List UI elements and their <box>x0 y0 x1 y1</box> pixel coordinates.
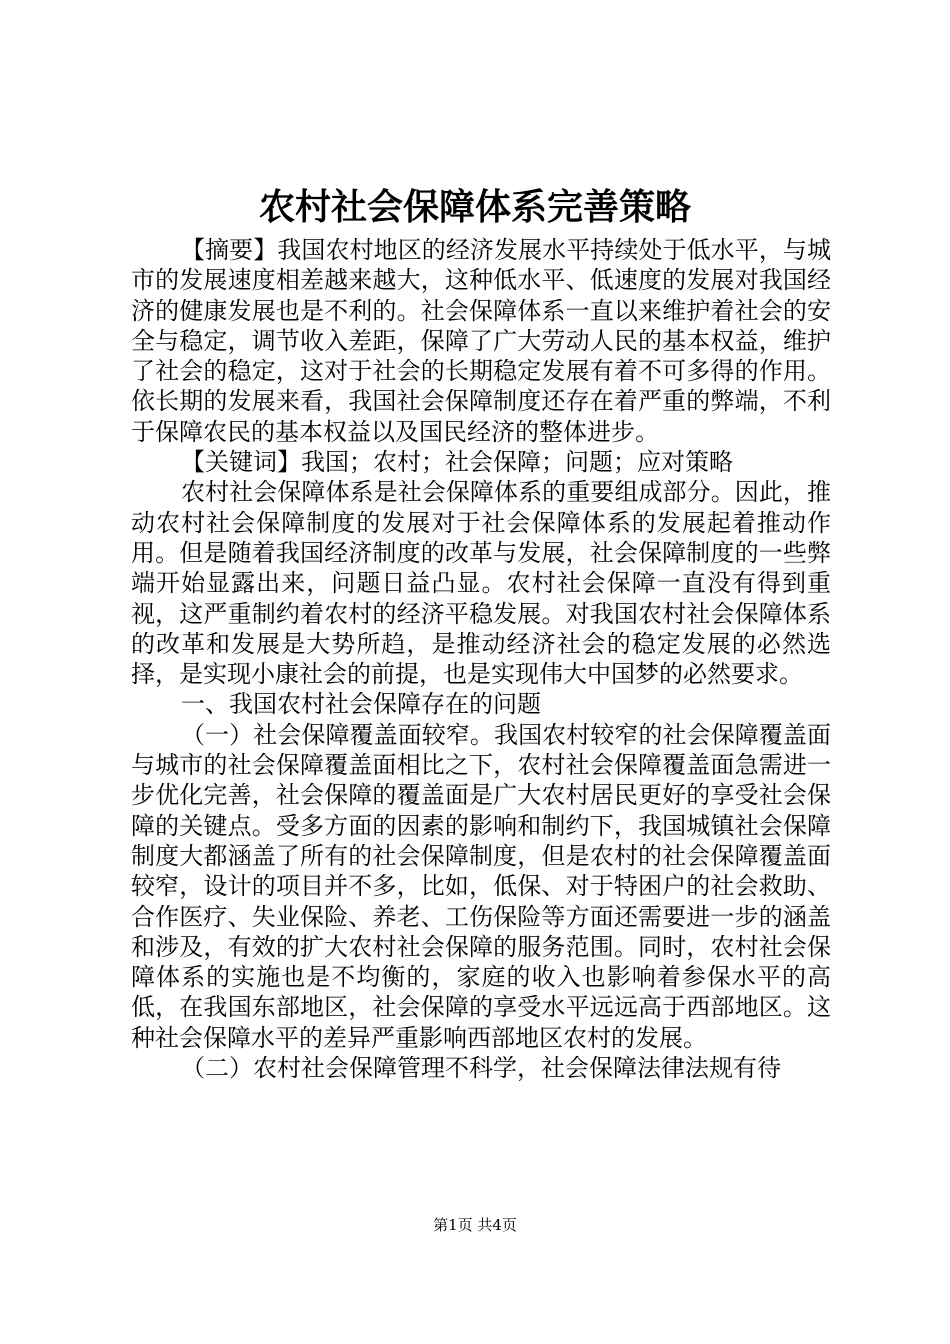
subsection-2-paragraph: （二）农村社会保障管理不科学，社会保障法律法规有待 <box>181 1054 781 1083</box>
page-title: 农村社会保障体系完善策略 <box>258 186 691 228</box>
section-heading: 一、我国农村社会保障存在的问题 <box>181 690 541 719</box>
keywords-paragraph: 【关键词】我国；农村；社会保障；问题；应对策略 <box>181 448 733 477</box>
intro-paragraph: 农村社会保障体系是社会保障体系的重要组成部分。因此，推动农村社会保障制度的发展对于社会保障体系的发展起着推动作用。但是随着我国经济制度的改革与发展，社会保障制度的一些弊端开始显露出来，问题日益凸显。农村社会保障一直没有得到重视，这严重制约着农村的经济平稳发展。对我国农村社会保障体系的改革和发展是大势所趋，是推动经济社会的稳定发展的必然选择，是实现小康社会的前提，也是实现伟大中国梦的必然要求。 <box>131 478 831 689</box>
subsection-1-paragraph: （一）社会保障覆盖面较窄。我国农村较窄的社会保障覆盖面与城市的社会保障覆盖面相比之下，农村社会保障覆盖面急需进一步优化完善，社会保障的覆盖面是广大农村居民更好的享受社会保障的关键点。受多方面的因素的影响和制约下，我国城镇社会保障制度大都涵盖了所有的社会保障制度，但是农村的社会保障覆盖面较窄，设计的项目并不多，比如，低保、对于特困户的社会救助、合作医疗、失业保险、养老、工伤保险等方面还需要进一步的涵盖和涉及，有效的扩大农村社会保障的服务范围。同时，农村社会保障体系的实施也是不均衡的，家庭的收入也影响着参保水平的高低，在我国东部地区，社会保障的享受水平远远高于西部地区。这种社会保障水平的差异严重影响西部地区农村的发展。 <box>131 720 831 1052</box>
abstract-paragraph: 【摘要】我国农村地区的经济发展水平持续处于低水平，与城市的发展速度相差越来越大，这种低水平、低速度的发展对我国经济的健康发展也是不利的。社会保障体系一直以来维护着社会的安全与稳定，调节收入差距，保障了广大劳动人民的基本权益，维护了社会的稳定，这对于社会的长期稳定发展有着不可多得的作用。依长期的发展来看，我国社会保障制度还存在着严重的弊端，不利于保障农民的基本权益以及国民经济的整体进步。 <box>131 236 831 446</box>
page-footer: 第1页 共4页 <box>433 1216 517 1234</box>
document-body <box>131 235 831 1083</box>
